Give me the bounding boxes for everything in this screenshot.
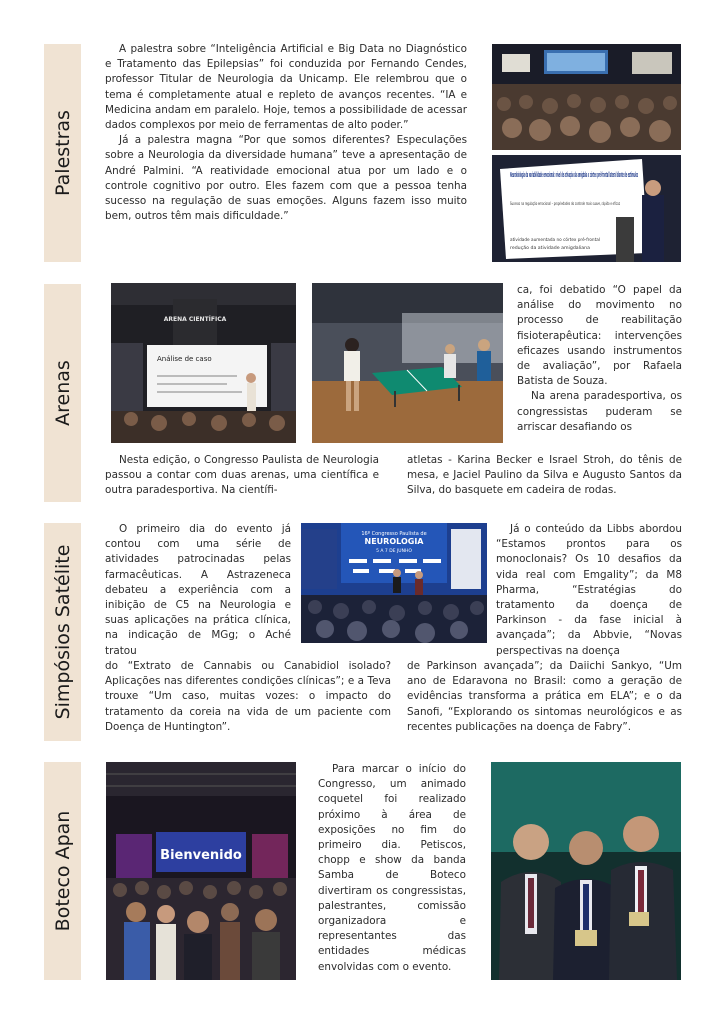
paragraph: Para marcar o início do Congresso, um animado coquetel foi realizado próximo à área de exposições no fim do primeiro dia. Petiscos, chopp e show da banda Samba de Boteco divertiram os congressistas, palestrantes, comissão organizadora e representantes das entidades médicas envolvidas com o evento. xyxy=(318,763,466,973)
photo-boteco-group xyxy=(491,762,681,980)
photo-simposio-stage xyxy=(301,523,487,643)
photo-auditorium xyxy=(492,44,681,150)
banner-line: 16º Congresso Paulista de xyxy=(361,531,427,537)
paragraph: A palestra sobre “Inteligência Artificial e Big Data no Diagnóstico e Tratamento das Epilepsias” foi conduzida por Fernando Cendes, professor Titular de Neurologia da Unicamp. Ele relembrou que o tema é completamente atual e repleto de avanços recentes. “IA e Medicina andam em paralelo. Hoje, temos a possibilidade de acessar dados complexos por meio de ferramentas de alto poder.” xyxy=(105,43,467,132)
simposios-left xyxy=(105,522,291,659)
section-title: Arenas xyxy=(51,360,74,426)
palestras-text xyxy=(105,42,467,224)
section-title: Palestras xyxy=(51,110,74,196)
section-tab-simposios xyxy=(44,523,81,741)
arenas-right-column xyxy=(517,283,682,435)
photo-arena-cientifica xyxy=(111,283,296,443)
boteco-text xyxy=(318,762,466,975)
arenas-bottom-right xyxy=(407,453,682,499)
screen-label: ARENA CIENTÍFICA xyxy=(163,316,227,323)
photo-boteco-party xyxy=(106,762,296,980)
paragraph: ca, foi debatido “O papel da análise do movimento no processo de reabilitação fisioterapêutica: intervenções eficazes usando instrumentos de avaliação”, por Rafaela Batista de Souza. xyxy=(517,284,682,388)
screen-text: Bienvenido xyxy=(160,848,242,863)
paragraph: O primeiro dia do evento já contou com uma série de atividades patrocinadas pelas farmacêuticas. A Astrazeneca debateu a experiência com a inibição de C5 na Neurologia e suas aplicações na prática clínica, na indicação de MGg; o Aché tratou xyxy=(105,523,291,657)
paragraph: atletas - Karina Becker e Israel Stroh, do tênis de mesa, e Jaciel Paulino da Silva e Augusto Santos da Silva, do basquete em cadeira de rodas. xyxy=(407,454,682,497)
arenas-bottom-left xyxy=(105,453,379,499)
banner-line: NEUROLOGIA xyxy=(364,537,424,546)
paragraph: Já a palestra magna “Por que somos diferentes? Especulações sobre a Neurologia da diversidade humana” teve a apresentação de André Palmini. “A reatividade emocional atua por um lado e o controle cognitivo por outro. Eles fazem com que a pessoa tenha sucesso na regulação de suas emoções. Alguns fazem isso muito bem, outros têm mais dificuldade.” xyxy=(105,134,467,223)
simposios-bottom-left xyxy=(105,659,391,735)
section-tab-palestras xyxy=(44,44,81,262)
paragraph: de Parkinson avançada”; da Daiichi Sankyo, “Um ano de Edaravona no Brasil: como a geração de evidências transforma a prática em ELA”; e o da Sanofi, “Explorando os sintomas neurológicos e as recentes publicações na doença de Fabry”. xyxy=(407,660,682,733)
photo-arena-paradesportiva xyxy=(312,283,503,443)
slide-bullet: Sucesso na regulação emocional – propriedades do controle mais suave, rápido e eficaz xyxy=(510,201,621,206)
photo-speaker-slide xyxy=(492,155,681,262)
paragraph: do “Extrato de Cannabis ou Canabidiol isolado? Aplicações nas diferentes condições clínicas”; e a Teva trouxe “Um caso, muitas vozes: o impacto do tratamento da coreia na vida de um paciente com Doença de Huntington”. xyxy=(105,660,391,733)
paragraph: Já o conteúdo da Libbs abordou “Estamos prontos para os monoclonais? Os 10 desafios da vida real com Emgality”; da M8 Pharma, “Estratégias do tratamento da doença de Parkinson - da fase inicial à avançada”; da Abbvie, “Novas perspectivas na doença xyxy=(496,523,682,657)
section-title: Boteco Apan xyxy=(51,810,74,932)
section-tab-arenas xyxy=(44,284,81,502)
section-tab-boteco xyxy=(44,762,81,980)
section-title: Simpósios Satélite xyxy=(51,544,74,720)
paragraph: Na arena paradesportiva, os congressistas puderam se arriscar desafiando os xyxy=(517,390,682,433)
simposios-right xyxy=(496,522,682,659)
slide-bullet: atividade aumentada no córtex pré-frontal xyxy=(510,237,600,242)
paragraph: Nesta edição, o Congresso Paulista de Neurologia passou a contar com duas arenas, uma científica e outra paradesportiva. Na científi- xyxy=(105,454,379,497)
slide-bullet: redução da atividade amigdaliana xyxy=(510,245,591,250)
slide-title: Análise de caso xyxy=(157,355,212,363)
simposios-bottom-right xyxy=(407,659,682,735)
banner-line: 5 A 7 DE JUNHO xyxy=(376,549,412,554)
slide-title: Neurobiologia da variabilidade emocional: nível de ativação da amígdala x córtex pré-frontal lateral diante de estímulos xyxy=(510,171,638,179)
